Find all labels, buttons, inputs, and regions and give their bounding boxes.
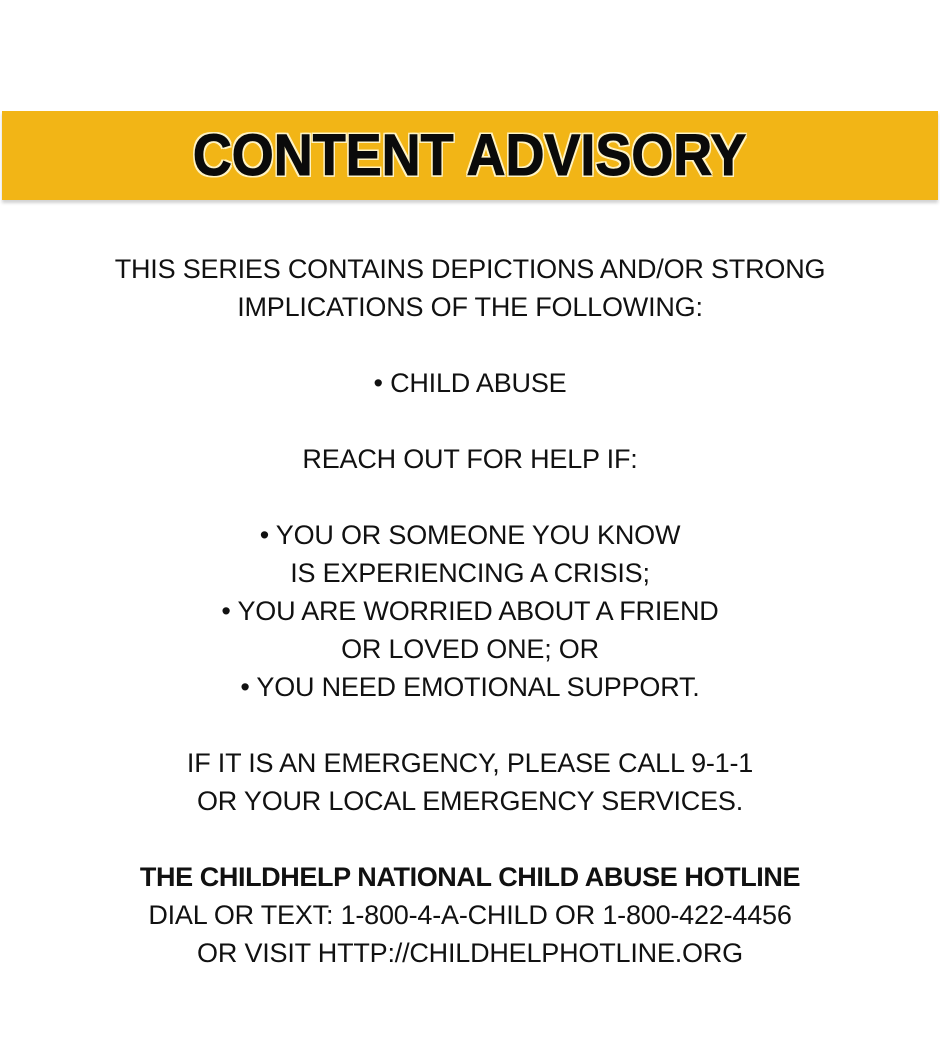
help-line: • YOU NEED EMOTIONAL SUPPORT. — [240, 672, 700, 702]
spacer — [0, 326, 940, 364]
advisory-body — [0, 250, 940, 972]
help-line: • YOU OR SOMEONE YOU KNOW — [259, 520, 681, 550]
topic-item: • CHILD ABUSE — [373, 368, 567, 398]
spacer — [0, 820, 940, 858]
advisory-banner — [2, 111, 938, 200]
hotline-website: OR VISIT HTTP://CHILDHELPHOTLINE.ORG — [197, 938, 743, 968]
intro-line-2: IMPLICATIONS OF THE FOLLOWING: — [237, 292, 703, 322]
advisory-title: CONTENT ADVISORY — [193, 123, 747, 188]
help-heading: REACH OUT FOR HELP IF: — [302, 444, 638, 474]
help-line: OR LOVED ONE; OR — [341, 634, 599, 664]
emergency-line-1: IF IT IS AN EMERGENCY, PLEASE CALL 9-1-1 — [186, 748, 754, 778]
intro-line-1: THIS SERIES CONTAINS DEPICTIONS AND/OR STRONG — [114, 254, 826, 284]
spacer — [0, 402, 940, 440]
hotline-name: THE CHILDHELP NATIONAL CHILD ABUSE HOTLINE — [139, 862, 801, 892]
emergency-line-2: OR YOUR LOCAL EMERGENCY SERVICES. — [196, 786, 744, 816]
spacer — [0, 706, 940, 744]
help-line: • YOU ARE WORRIED ABOUT A FRIEND — [221, 596, 719, 626]
hotline-phone: DIAL OR TEXT: 1-800-4-A-CHILD OR 1-800-422-4456 — [148, 900, 792, 930]
help-line: IS EXPERIENCING A CRISIS; — [290, 558, 650, 588]
spacer — [0, 478, 940, 516]
